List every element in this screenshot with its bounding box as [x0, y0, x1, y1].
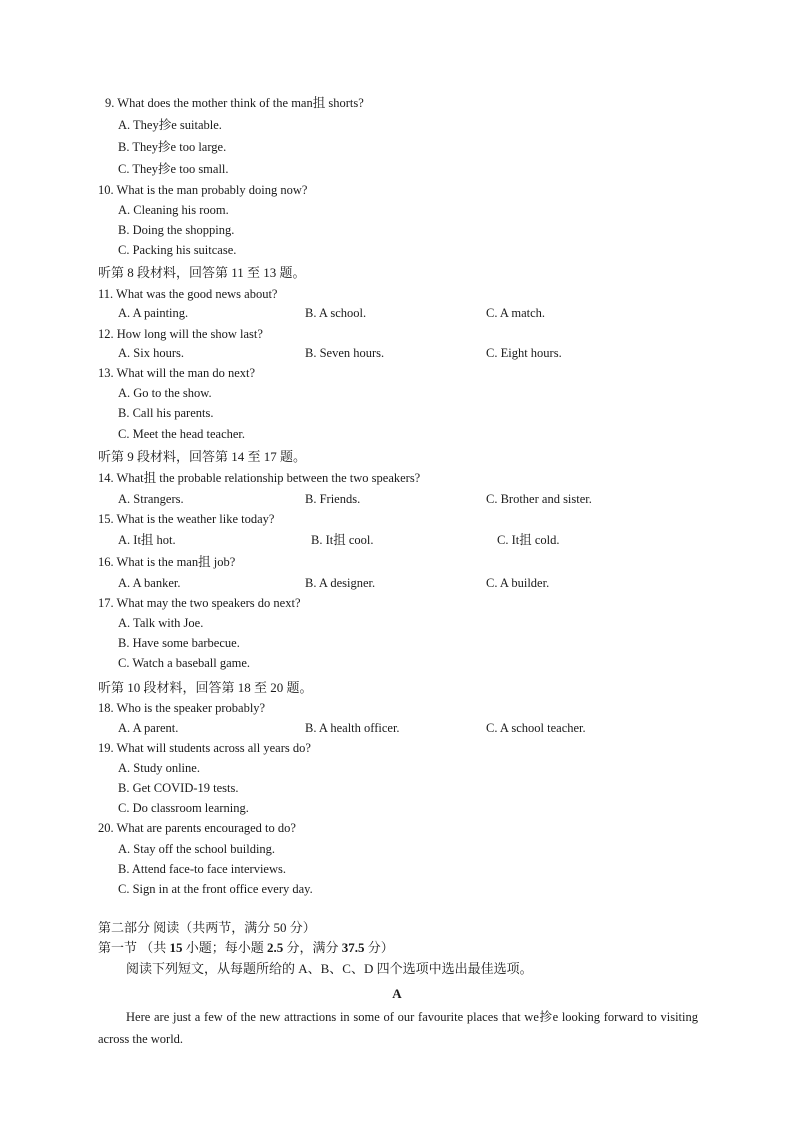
part-two-title: 第二部分 阅读（共两节，满分 50 分） [98, 920, 316, 935]
option-16a: A. A banker. [118, 576, 181, 590]
option-19b: B. Get COVID-19 tests. [118, 781, 239, 795]
section-header-9: 听第 9 段材料，回答第 14 至 17 题。 [98, 449, 307, 464]
option-14a: A. Strangers. [118, 492, 184, 506]
question-17: 17. What may the two speakers do next? [98, 596, 301, 610]
option-11b: B. A school. [305, 306, 367, 320]
option-13a: A. Go to the show. [118, 386, 212, 400]
question-14: 14. What抯 the probable relationship between the two speakers? [98, 471, 421, 485]
option-16c: C. A builder. [486, 576, 550, 590]
option-19c: C. Do classroom learning. [118, 801, 249, 815]
question-19: 19. What will students across all years do? [98, 741, 311, 755]
question-9: 9. What does the mother think of the man抯 shorts? [105, 96, 364, 110]
option-20b: B. Attend face-to face interviews. [118, 862, 286, 876]
option-17a: A. Talk with Joe. [118, 616, 204, 630]
option-19a: A. Study online. [118, 761, 200, 775]
reading-instruction: 阅读下列短文，从每题所给的 A、B、C、D 四个选项中选出最佳选项。 [126, 961, 533, 976]
option-9c: C. They抮e too small. [118, 162, 229, 176]
option-17b: B. Have some barbecue. [118, 636, 240, 650]
option-15b: B. It抯 cool. [311, 533, 374, 547]
option-18a: A. A parent. [118, 721, 179, 735]
question-11: 11. What was the good news about? [98, 287, 278, 301]
option-18c: C. A school teacher. [486, 721, 586, 735]
question-15: 15. What is the weather like today? [98, 512, 275, 526]
option-11c: C. A match. [486, 306, 546, 320]
option-16b: B. A designer. [305, 576, 376, 590]
section-header-10: 听第 10 段材料，回答第 18 至 20 题。 [98, 680, 313, 695]
section-one-title: 第一节 （共 15 小题；每小题 2.5 分，满分 37.5 分） [98, 940, 394, 955]
option-15a: A. It抯 hot. [118, 533, 176, 547]
option-14c: C. Brother and sister. [486, 492, 592, 506]
question-18: 18. Who is the speaker probably? [98, 701, 266, 715]
question-10: 10. What is the man probably doing now? [98, 183, 308, 197]
question-13: 13. What will the man do next? [98, 366, 256, 380]
option-11a: A. A painting. [118, 306, 189, 320]
option-15c: C. It抯 cold. [497, 533, 560, 547]
section-header-8: 听第 8 段材料，回答第 11 至 13 题。 [98, 265, 306, 280]
option-20c: C. Sign in at the front office every day. [118, 882, 313, 896]
passage-label: A [392, 986, 402, 1001]
option-10b: B. Doing the shopping. [118, 223, 235, 237]
option-17c: C. Watch a baseball game. [118, 656, 251, 670]
passage-paragraph: Here are just a few of the new attractions in some of our favourite places that we抮e looking forward to visiting across the world. [98, 1010, 698, 1046]
question-16: 16. What is the man抯 job? [98, 555, 236, 569]
option-14b: B. Friends. [305, 492, 361, 506]
option-13b: B. Call his parents. [118, 406, 214, 420]
option-9b: B. They抮e too large. [118, 140, 227, 154]
option-9a: A. They抮e suitable. [118, 118, 222, 132]
option-10c: C. Packing his suitcase. [118, 243, 237, 257]
question-12: 12. How long will the show last? [98, 327, 263, 341]
option-12c: C. Eight hours. [486, 346, 562, 360]
option-10a: A. Cleaning his room. [118, 203, 229, 217]
option-18b: B. A health officer. [305, 721, 400, 735]
option-12a: A. Six hours. [118, 346, 184, 360]
option-20a: A. Stay off the school building. [118, 842, 276, 856]
option-13c: C. Meet the head teacher. [118, 427, 246, 441]
question-20: 20. What are parents encouraged to do? [98, 821, 296, 835]
option-12b: B. Seven hours. [305, 346, 385, 360]
